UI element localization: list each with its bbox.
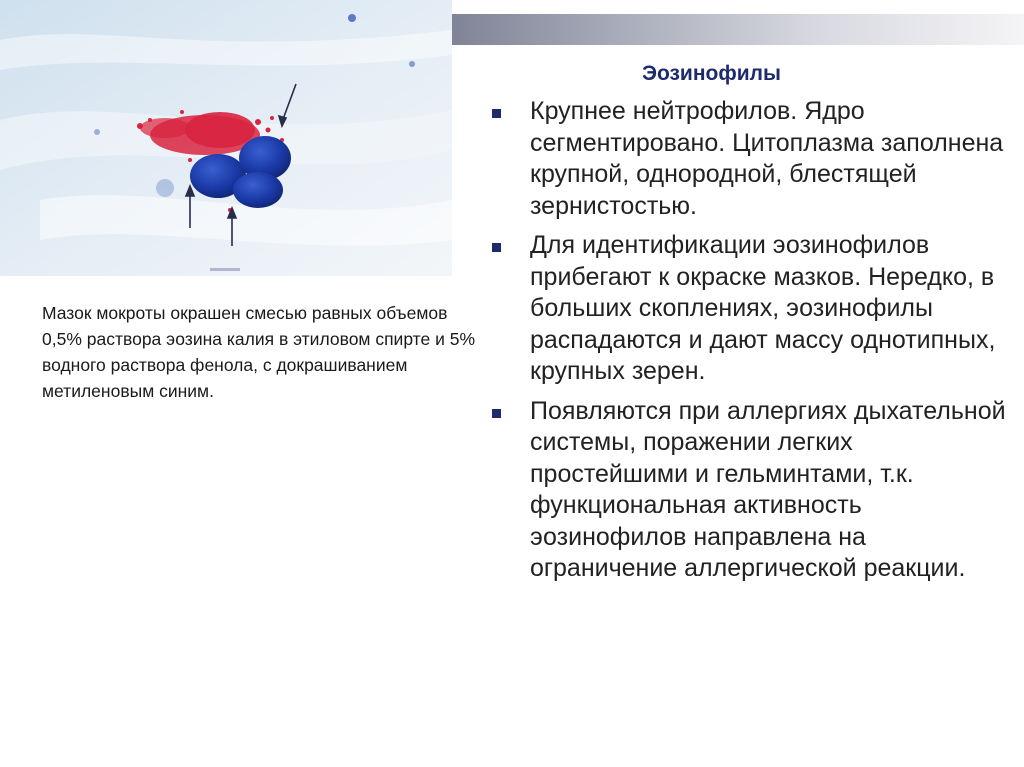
bullet-text: Крупнее нейтрофилов. Ядро сегментировано. Цитоплазма заполнена крупной, однородной, блестящей зернистостью. [530,97,1004,220]
square-bullet-icon [492,409,501,418]
slide-title: Эозинофилы [642,62,781,85]
bullet-list [490,96,1010,593]
square-bullet-icon [492,109,501,118]
bullet-item [490,230,1010,388]
square-bullet-icon [492,243,501,252]
microscopy-image [0,0,452,276]
bullet-text: Для идентификации эозинофилов прибегают к окраске мазков. Нередко, в больших скоплениях, эозинофилы распадаются и дают массу однотипных, крупных зерен. [530,231,996,385]
bullet-item [490,396,1010,585]
bullet-text: Появляются при аллергиях дыхательной системы, поражении легких простейшими и гельминтами, т.к. функциональная активность эозинофилов направлена на ограничение аллергической реакции. [530,396,1006,582]
bullet-item [490,96,1010,222]
image-caption: Мазок мокроты окрашен смесью равных объемов 0,5% раствора эозина калия в этиловом спирте и 5% водного раствора фенола, с докрашиванием метиленовым синим. [42,303,476,401]
decorative-gradient-band [450,14,1024,45]
